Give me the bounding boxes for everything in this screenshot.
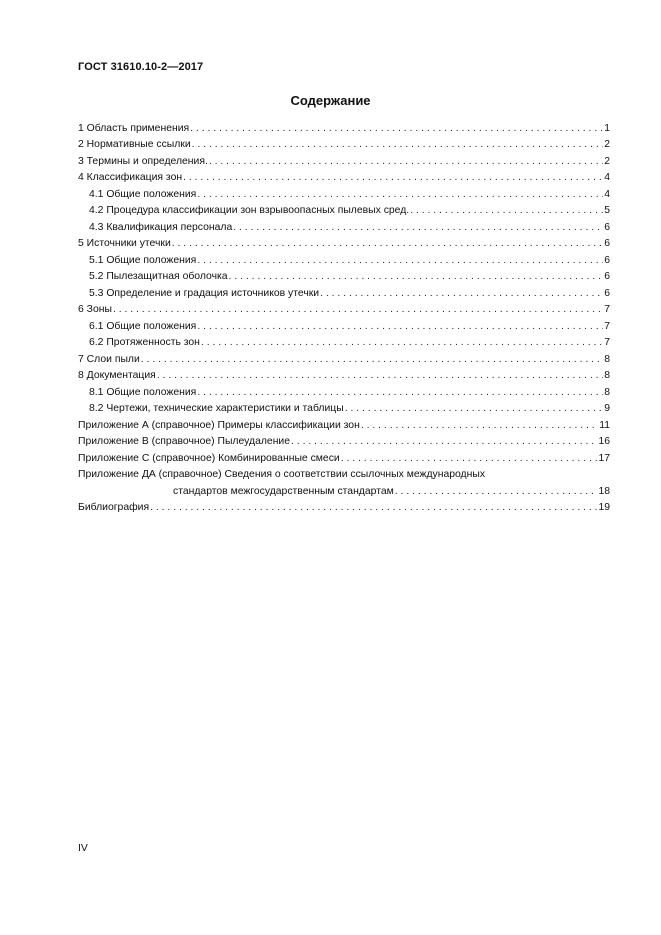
toc-entry-page: 9 xyxy=(604,403,610,414)
toc-entry-appendix-b[interactable] xyxy=(78,432,610,449)
toc-entry-label: 2 Нормативные ссылки xyxy=(78,139,191,150)
toc-entry-page: 17 xyxy=(598,452,610,464)
toc-entry-label: Библиография xyxy=(78,502,150,513)
toc-entry-appendix-da[interactable] xyxy=(78,465,610,498)
toc-leader-dots xyxy=(209,155,603,168)
toc-entry-page: 19 xyxy=(598,502,610,513)
toc-entry-page: 8 xyxy=(604,386,610,398)
toc-entry-label-line1: Приложение ДА (справочное) Сведения о соответствии ссылочных международных xyxy=(78,469,486,480)
toc-entry-page: 7 xyxy=(604,337,610,348)
toc-entry-page: 16 xyxy=(598,436,610,447)
toc-leader-dots xyxy=(113,303,603,316)
toc-entry-3[interactable] xyxy=(78,151,610,168)
toc-leader-dots xyxy=(345,402,604,415)
toc-entry-label: 8.1 Общие положения xyxy=(89,386,197,398)
toc-entry-bibliography[interactable] xyxy=(78,498,610,515)
toc-entry-7[interactable] xyxy=(78,349,610,366)
toc-entry-4-2[interactable] xyxy=(78,201,610,218)
toc-entry-page: 6 xyxy=(604,238,610,249)
toc-entry-6-1[interactable] xyxy=(78,316,610,333)
toc-entry-page: 18 xyxy=(598,485,610,497)
toc-entry-4-3[interactable] xyxy=(78,217,610,234)
toc-leader-dots xyxy=(197,386,603,399)
toc-leader-dots xyxy=(197,254,603,267)
toc-leader-dots xyxy=(197,188,603,201)
page-number: IV xyxy=(78,843,88,854)
toc-entry-label: 6 Зоны xyxy=(78,304,112,315)
toc-entry-label: 4 Классификация зон xyxy=(78,172,183,183)
toc-entry-label: Приложение С (справочное) Комбинированные смеси xyxy=(78,452,340,464)
toc-entry-label: 8.2 Чертежи, технические характеристики и таблицы xyxy=(89,403,344,414)
toc-entry-label: 8 Документация xyxy=(78,370,156,381)
toc-entry-8-1[interactable] xyxy=(78,382,610,399)
toc-leader-dots xyxy=(141,353,603,366)
toc-entry-label: 4.2 Процедура классификации зон взрывоопасных пылевых сред. xyxy=(89,205,410,216)
toc-leader-dots xyxy=(190,122,603,135)
toc-entry-label: 3 Термины и определения. xyxy=(78,155,208,167)
page-title: Содержание xyxy=(290,93,371,108)
toc-entry-label: Приложение В (справочное) Пылеудаление xyxy=(78,436,291,447)
toc-leader-dots xyxy=(395,485,598,498)
toc-entry-page: 6 xyxy=(604,254,610,266)
table-of-contents xyxy=(78,118,610,514)
toc-entry-label: 5.2 Пылезащитная оболочка xyxy=(89,271,228,282)
toc-entry-page: 2 xyxy=(604,155,610,167)
toc-entry-6-2[interactable] xyxy=(78,333,610,350)
toc-entry-page: 5 xyxy=(604,205,610,216)
toc-leader-dots xyxy=(410,204,603,217)
toc-entry-8-2[interactable] xyxy=(78,399,610,416)
toc-entry-label: 6.1 Общие положения xyxy=(89,320,197,332)
toc-leader-dots xyxy=(201,336,603,349)
toc-leader-dots xyxy=(192,138,604,151)
toc-entry-5[interactable] xyxy=(78,234,610,251)
toc-entry-line2 xyxy=(78,481,610,498)
toc-entry-5-2[interactable] xyxy=(78,267,610,284)
toc-entry-page: 11 xyxy=(599,419,610,431)
toc-entry-page: 4 xyxy=(604,188,610,200)
toc-entry-5-1[interactable] xyxy=(78,250,610,267)
toc-leader-dots xyxy=(150,501,597,514)
toc-leader-dots xyxy=(341,452,598,465)
toc-leader-dots xyxy=(320,287,603,300)
toc-entry-label: 5.1 Общие положения xyxy=(89,254,197,266)
toc-entry-label: 4.1 Общие положения xyxy=(89,188,197,200)
toc-entry-page: 8 xyxy=(604,353,610,365)
document-code: ГОСТ 31610.10-2—2017 xyxy=(78,61,204,73)
toc-leader-dots xyxy=(361,419,598,432)
toc-entry-label: 6.2 Протяженность зон xyxy=(89,337,200,348)
toc-entry-6[interactable] xyxy=(78,300,610,317)
toc-entry-8[interactable] xyxy=(78,366,610,383)
toc-entry-label: 7 Слои пыли xyxy=(78,353,140,365)
toc-entry-page: 1 xyxy=(604,122,610,134)
toc-leader-dots xyxy=(197,320,603,333)
toc-entry-4[interactable] xyxy=(78,168,610,185)
toc-entry-appendix-c[interactable] xyxy=(78,448,610,465)
toc-leader-dots xyxy=(172,237,603,250)
toc-entry-label: Приложение А (справочное) Примеры классификации зон xyxy=(78,419,360,431)
toc-entry-page: 6 xyxy=(604,287,610,299)
toc-entry-page: 6 xyxy=(604,271,610,282)
toc-leader-dots xyxy=(229,270,604,283)
toc-entry-label: 4.3 Квалификация персонала xyxy=(89,221,233,233)
toc-entry-1[interactable] xyxy=(78,118,610,135)
toc-entry-appendix-a[interactable] xyxy=(78,415,610,432)
toc-entry-label: 1 Область применения xyxy=(78,122,190,134)
toc-entry-label: 5 Источники утечки xyxy=(78,238,171,249)
toc-entry-page: 7 xyxy=(604,304,610,315)
toc-entry-page: 7 xyxy=(604,320,610,332)
toc-entry-page: 8 xyxy=(604,370,610,381)
toc-entry-5-3[interactable] xyxy=(78,283,610,300)
toc-leader-dots xyxy=(291,435,597,448)
toc-leader-dots xyxy=(233,221,603,234)
toc-entry-page: 4 xyxy=(604,172,610,183)
toc-leader-dots xyxy=(157,369,603,382)
toc-leader-dots xyxy=(183,171,603,184)
toc-entry-4-1[interactable] xyxy=(78,184,610,201)
toc-entry-label-line2: стандартов межгосударственным стандартам xyxy=(173,485,394,497)
toc-entry-label: 5.3 Определение и градация источников утечки xyxy=(89,287,320,299)
toc-entry-2[interactable] xyxy=(78,135,610,152)
toc-entry-page: 6 xyxy=(604,221,610,233)
toc-entry-page: 2 xyxy=(604,139,610,150)
